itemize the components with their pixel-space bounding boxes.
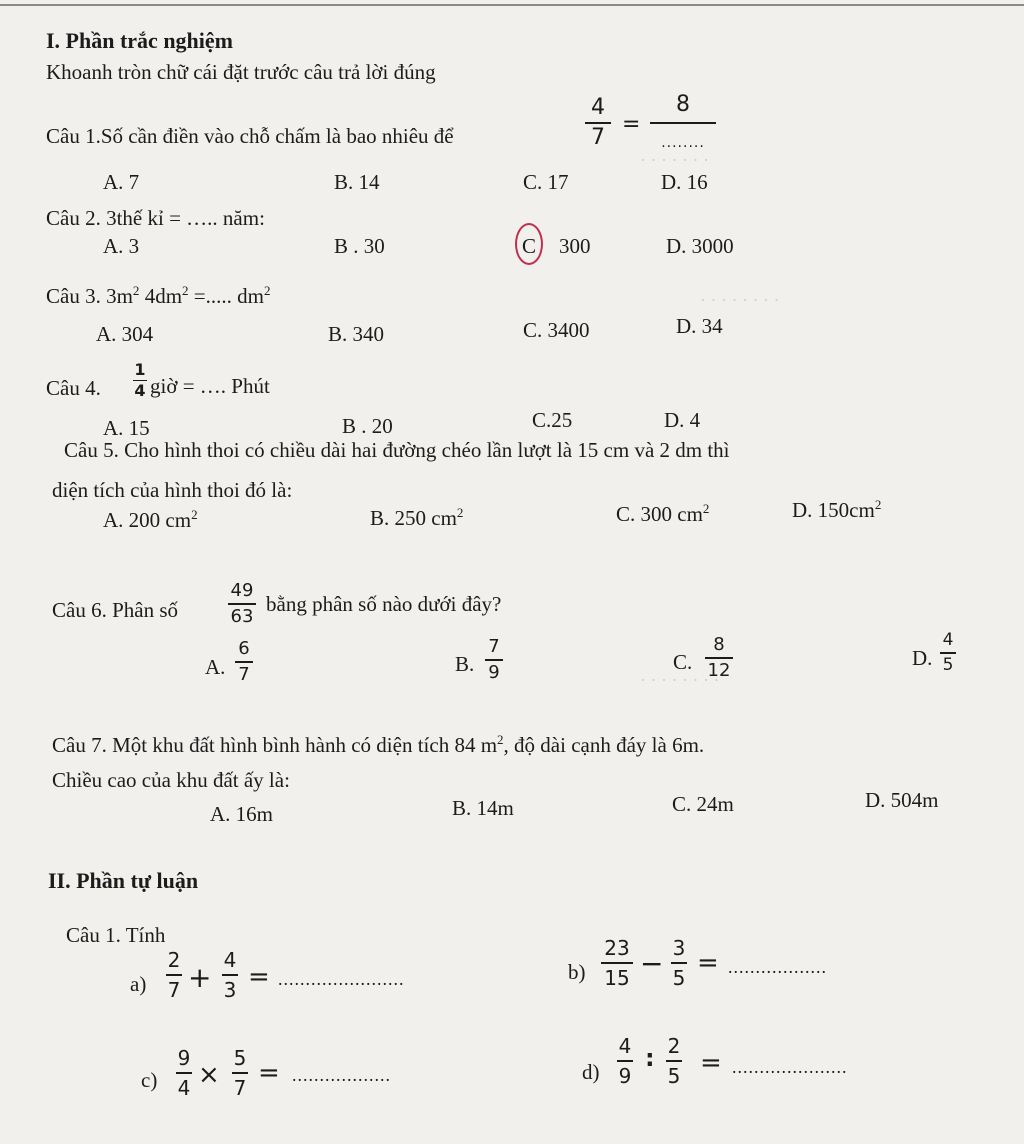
calc-a-d2: 3 [222,974,238,1000]
calc-a-frac1 [166,950,182,1000]
q7-option-d: D. 504m [865,788,939,812]
q2-option-a: A. 3 [103,234,140,258]
q7-line1-a: Câu 7. Một khu đất hình bình hành có diện tích 84 m [52,733,498,757]
q4-fraction [133,362,147,399]
q6-option-d-fraction [940,632,956,674]
q3-option-c: C. 3400 [523,318,590,342]
q1-frac-num: 4 [591,95,605,120]
q5-option-c-text: C. 300 cm [616,502,703,526]
q1-option-a: A. 7 [103,170,140,194]
calc-b-d2: 5 [671,962,687,988]
calc-b-n1: 23 [604,936,630,960]
q6-frac-den: 63 [228,603,256,626]
q2-option-b: B . 30 [334,234,385,258]
calc-d-eq: = [700,1048,722,1078]
q1-rhs-fraction [650,94,716,150]
part2-q1-label: Câu 1. Tính [66,923,166,947]
q4-option-b: B . 20 [342,414,393,438]
calc-d-d1: 9 [617,1060,633,1086]
q5-line1: Câu 5. Cho hình thoi có chiều dài hai đường chéo lần lượt là 15 cm và 2 dm thì [64,438,730,462]
q1-option-d: D. 16 [661,170,708,194]
q7-option-a: A. 16m [210,802,273,826]
part1-instruction: Khoanh tròn chữ cái đặt trước câu trả lời đúng [46,60,436,84]
q4-frac-den: 4 [134,381,146,400]
q6-option-a-den: 7 [235,661,253,684]
q7-option-c: C. 24m [672,792,734,816]
q2-text: Câu 2. 3thế kỉ = ….. năm: [46,206,265,230]
part2-heading: II. Phần tự luận [48,868,199,893]
q6-option-b-letter: B. [455,652,475,676]
calc-c-op: × [198,1060,220,1090]
q5-option-a-sup: 2 [191,507,198,523]
part1-heading: I. Phần trắc nghiệm [46,28,233,53]
q1-option-b: B. 14 [334,170,380,194]
calc-c-blank[interactable]: .................. [292,1065,391,1085]
q5-option-d-text: D. 150cm [792,498,875,522]
q2-option-c-letter: C [522,234,537,258]
q3-text-a: Câu 3. 3m [46,284,133,308]
calc-d-label: d) [582,1060,600,1084]
calc-c-d1: 4 [176,1072,192,1098]
calc-b-frac1 [601,938,633,988]
q7-line1 [52,732,705,757]
calc-c-d2: 7 [232,1072,248,1098]
calc-a-d1: 7 [166,974,182,1000]
q5-option-b [370,505,464,530]
q4-option-d: D. 4 [664,408,701,432]
q6-frac-num: 49 [230,580,254,601]
q3-text-c: =..... dm [188,284,264,308]
q7-sup: 2 [497,732,504,748]
q7-option-b: B. 14m [452,796,514,820]
q6-option-c-den: 12 [705,657,733,680]
q5-option-d [792,497,882,522]
q6-option-d-den: 5 [940,652,956,674]
bleed-through-text: · · · · · · · · [700,290,780,310]
q3-sup-2: 2 [182,283,189,299]
calc-d-frac1 [617,1036,633,1086]
q6-option-a-num: 6 [238,638,250,659]
calc-b-label: b) [568,960,586,984]
calc-a-eq: = [248,962,270,992]
q5-option-b-text: B. 250 cm [370,506,457,530]
calc-a-label: a) [130,972,147,996]
calc-a-blank[interactable]: ....................... [278,969,405,989]
q5-option-b-sup: 2 [456,505,464,521]
q3-option-b: B. 340 [328,322,385,346]
calc-a-n2: 4 [223,948,237,972]
calc-b-frac2 [671,938,687,988]
calc-d-d2: 5 [666,1060,682,1086]
q7-line1-b: , độ dài cạnh đáy là 6m. [503,733,705,757]
q1-equals: = [622,112,641,137]
q3-sup-1: 2 [132,283,140,299]
calc-a-frac2 [222,950,238,1000]
q4-option-c: C.25 [532,408,573,432]
q4-text: giờ = …. Phút [150,374,270,398]
calc-a-n1: 2 [167,948,181,972]
calc-c-eq: = [258,1058,280,1088]
q6-option-b-num: 7 [488,636,500,657]
calc-b-d1: 15 [601,962,633,988]
bleed-through-text: · · · · · · · [640,150,709,170]
calc-c-label: c) [141,1068,158,1092]
calc-b-n2: 3 [672,936,686,960]
q1-fraction [585,97,611,149]
q5-option-d-sup: 2 [874,497,882,513]
q1-frac-den: 7 [585,122,611,149]
calc-b-blank[interactable]: .................. [728,957,827,977]
bleed-through-text: · · · · · · · · [640,670,720,690]
q5-option-a-text: A. 200 cm [103,508,192,532]
q6-option-c-fraction [705,636,733,680]
q5-option-c-sup: 2 [702,501,710,517]
calc-c-frac1 [176,1048,192,1098]
q3-text [46,283,271,308]
q3-option-a: A. 304 [96,322,154,346]
q1-rhs-num: 8 [676,92,690,117]
calc-d-blank[interactable]: ..................... [732,1057,848,1077]
calc-c-n1: 9 [177,1046,191,1070]
q3-option-d: D. 34 [676,314,723,338]
q3-sup-3: 2 [263,283,271,299]
q6-option-b-fraction [485,638,503,682]
q6-option-a-fraction [235,640,253,684]
q1-option-c: C. 17 [523,170,569,194]
q6-fraction [228,582,256,626]
q5-option-a [103,507,198,532]
calc-d-op: : [645,1044,655,1072]
q5-line2: diện tích của hình thoi đó là: [52,478,293,502]
calc-b-op: − [640,947,664,980]
calc-c-frac2 [232,1048,248,1098]
q4-option-a: A. 15 [103,416,150,440]
calc-d-frac2 [666,1036,682,1086]
q6-option-c-letter: C. [673,650,693,674]
q6-option-a-letter: A. [205,655,226,679]
q6-option-d-letter: D. [912,646,933,670]
q1-text: Câu 1.Số cần điền vào chỗ chấm là bao nhiêu để [46,124,454,148]
q3-text-b: 4dm [139,284,183,308]
q5-option-c [616,501,710,526]
q7-line2: Chiều cao của khu đất ấy là: [52,768,290,792]
calc-d-n1: 4 [618,1034,632,1058]
q4-frac-num: 1 [134,360,146,379]
q6-option-b-den: 9 [485,659,503,682]
calc-c-n2: 5 [233,1046,247,1070]
q6-option-c-num: 8 [713,634,725,655]
q2-option-d: D. 3000 [666,234,734,258]
calc-b-eq: = [697,948,719,978]
q2-option-c-value: 300 [559,234,591,258]
page-edge-line [0,4,1024,6]
q1-rhs-den: ........ [650,122,716,150]
q6-label: Câu 6. Phân số [52,598,178,622]
q6-text: bằng phân số nào dưới đây? [266,592,502,616]
calc-d-n2: 2 [667,1034,681,1058]
q4-label: Câu 4. [46,376,101,400]
calc-a-op: + [188,961,212,994]
q6-option-d-num: 4 [942,630,954,650]
